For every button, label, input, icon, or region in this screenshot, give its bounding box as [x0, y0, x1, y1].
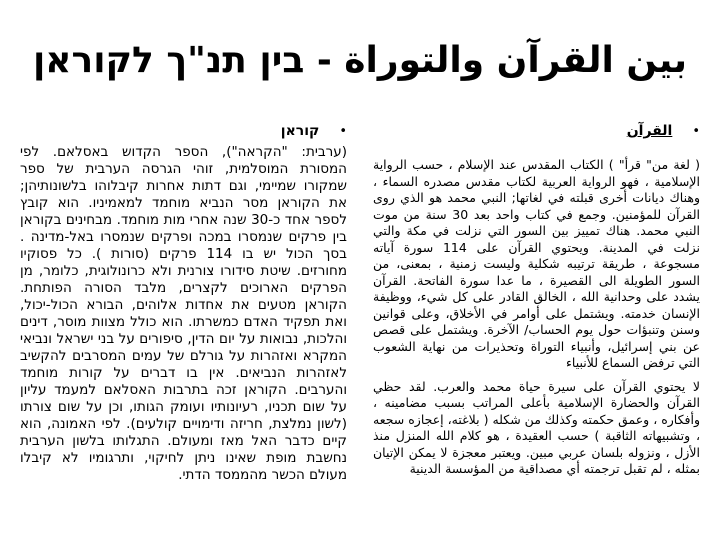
hebrew-section-heading: קוראן [280, 123, 320, 139]
arabic-paragraph-1: ( لغة من" قرأ" ) الكتاب المقدس عند الإسلام ، حسب الرواية الإسلامية ، فهو الرواية العربية لكتاب مقدس مصدره السماء ، وهناك ديانات أخرى قبلته في لغاتها; النبي محمد هو الذي روى القرآن للمؤمنين. وجمع في كتاب واحد بعد 30 سنة من موت النبي محمد. هناك تمييز بين السور التي نزلت في مكة والتي نزلت في المدينة. ويحتوي القرآن على 114 سورة آياته مسجوعة ، طريقة ترتيبه شكلية وليست زمنية ، بمعنى، من السور الطويلة الى القصيرة ، ما عدا سورة الفاتحة. القرآن يشدد على وحدانية الله ، الخالق القادر على كل شيء، ووظيفة الإنسان خدمته. ويشتمل على أوامر في الأخلاق، وعلى قوانين وسنن وتنبؤات حول يوم الحساب/ الآخرة. ويشتمل على قصص عن بني إسرائيل، وأنبياء التوراة وتحذيرات من نهاية الشعوب التي ترفض السماع للأنبياء [373, 157, 701, 370]
hebrew-section-body [20, 144, 347, 484]
arabic-heading-line [373, 122, 700, 141]
arabic-section-heading: القرآن [626, 123, 673, 139]
hebrew-paragraph-1: (ערבית: "הקראה"), הספר הקדוש באסלאם. לפי המסורת המוסלמית, זוהי הגרסה הערבית של ספר שמקורו שמיימי, וגם דתות אחרות קיבלוהו בלשונותיהן; את הקוראן מסר הנביא מוחמד למאמיניו. הוא קובץ לספר אחד כ-30 שנה אחרי מות מוחמד. מבחינים בקוראן בין פרקים שנמסרו במכה ופרקים שנמסרו באל-מדינה . בסך הכול יש בו 114 פרקים (סורות ). כל פסוקיו מחורזים. שיטת סידורו צורנית ולא כרונולוגית, כלומר, מן הפרקים הארוכים לקצרים, מלבד הסורה הפותחת. הקוראן מטעים את אחדות אלוהים, הבורא הכול-יכול, ואת תפקיד האדם כמשרתו. הוא כולל מצוות מוסר, דינים והלכות, נבואות על יום הדין, סיפורים על בני ישראל ונביאי המקרא ואזהרות על גורלם של עמים המסרבים להקשיב לאזהרות הנביאים. אין בו דברים על קורות מוחמד והערבים. הקוראן זכה בתרבות האסלאם למעמד עליון על שום תכניו, רעיונותיו ועומק הגותו, וכן על שום צורתו (לשון נמלצת, חריזה ודימויים קולעים). לפי האמונה, הוא קיים כדבר האל מאז ומעולם. התגלותו בלשון הערבית נחשבת מופת שאינו ניתן לחיקוי, ותרגומיו לא קיבלו מעולם הכשר מהממסד הדתי. [20, 144, 347, 483]
hebrew-heading-line [20, 122, 347, 141]
slide-body [20, 122, 700, 532]
arabic-paragraph-2: لا يحتوي القرآن على سيرة حياة محمد والعرب. لقد حظي القرآن والحضارة الإسلامية بأعلى المراتب بسبب مضامينه ، وأفكاره ، وعمق حكمته وكذلك من شكله ( بلاغته، إعجازه سجعه ، وتشبيهاته الثاقبة ) حسب العقيدة ، هو كلام الله المنزل منذ الأزل ، ونزوله بلسان عربي مبين. ويعتبر معجزة لا يمكن الإتيان بمثله ، لم تقبل ترجمته أي مصداقية من المؤسسة الدينية [373, 378, 700, 476]
slide-title [0, 38, 720, 83]
arabic-section-body [373, 157, 700, 478]
slide-title-separator: - [304, 40, 345, 81]
column-quran-arabic [373, 122, 700, 532]
bullet-icon: • [692, 124, 700, 139]
slide-title-hebrew: בין תנ"ך לקוראן [32, 40, 305, 81]
column-koran-hebrew [20, 122, 347, 532]
slide-title-arabic: بين القرآن والتوراة [344, 40, 688, 81]
bullet-icon: • [339, 124, 347, 139]
